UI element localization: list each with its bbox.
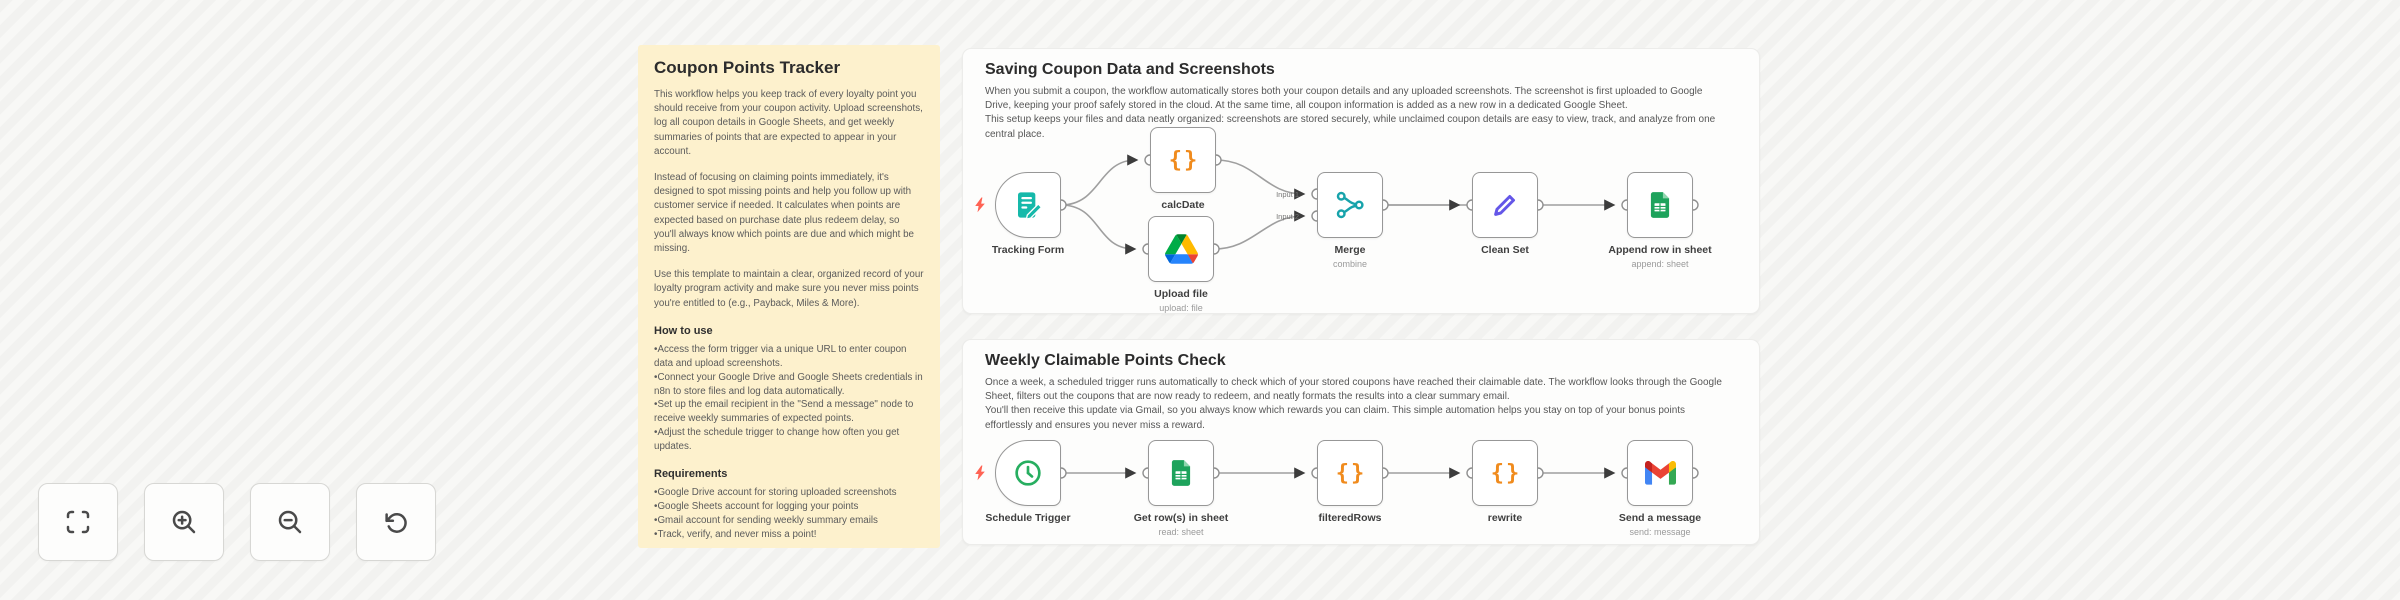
node-label: Clean Set xyxy=(1481,244,1529,256)
node-clean-set[interactable] xyxy=(1472,172,1538,256)
node-schedule-trigger[interactable] xyxy=(985,440,1071,524)
zoom-to-fit-icon xyxy=(63,507,93,537)
code-braces-icon: {} xyxy=(1335,460,1367,486)
node-subtitle: send: message xyxy=(1629,527,1691,537)
node-label: Schedule Trigger xyxy=(985,512,1071,524)
sticky-paragraph: Instead of focusing on claiming points immediately, it's designed to spot missing points and help you follow up with customer service if needed. It calculates when points are expected based on purchase date plus redeem delay, so you'll always know which points are due and which might be missing. xyxy=(654,172,914,255)
node-label: Tracking Form xyxy=(991,244,1065,256)
zoom-to-fit-button[interactable] xyxy=(38,483,118,561)
reset-zoom-button[interactable] xyxy=(356,483,436,561)
code-braces-icon: {} xyxy=(1490,460,1522,486)
zoom-out-icon xyxy=(275,507,305,537)
google-drive-icon xyxy=(1165,234,1198,264)
bullet-item: • Adjust the schedule trigger to change how often you get updates. xyxy=(654,426,924,454)
zoom-in-button[interactable] xyxy=(144,483,224,561)
section-title: Weekly Claimable Points Check xyxy=(985,352,1226,369)
clock-icon xyxy=(1012,457,1044,489)
node-append-row-in-sheet[interactable] xyxy=(1608,172,1712,269)
node-send-a-message[interactable] xyxy=(1618,440,1702,537)
node-merge[interactable] xyxy=(1317,172,1383,269)
canvas-controls xyxy=(38,483,436,561)
node-rewrite[interactable] xyxy=(1472,440,1538,524)
section-description: This setup keeps your files and data neatly organized: screenshots are stored securely, while unclaimed coupon details are easy to view, track, and analyze from one central place. xyxy=(985,114,1716,140)
sticky-title: Coupon Points Tracker xyxy=(654,58,841,77)
sticky-requirements-list xyxy=(654,486,924,542)
node-subtitle: upload: file xyxy=(1159,303,1203,313)
gmail-icon xyxy=(1645,461,1676,485)
node-subtitle: combine xyxy=(1332,259,1368,269)
node-tracking-form[interactable] xyxy=(991,172,1065,256)
trigger-bolt-icon xyxy=(972,197,988,213)
edit-pencil-icon xyxy=(1490,190,1520,220)
trigger-bolt-icon xyxy=(972,465,988,481)
section-description: You'll then receive this update via Gmail, so you always know which rewards you can claim. This simple automation helps you stay on top of your bonus points effortlessly and ensures you never miss a reward. xyxy=(985,405,1686,431)
node-label: Send a message xyxy=(1618,512,1702,524)
sticky-note[interactable] xyxy=(638,45,940,548)
bullet-item: • Connect your Google Drive and Google Sheets credentials in n8n to store files and log data automatically. xyxy=(654,371,924,399)
sticky-paragraph: Use this template to maintain a clear, organized record of your loyalty program activity and make sure you never miss points you're entitled to (e.g., Payback, Miles & More). xyxy=(654,269,924,309)
node-calcdate[interactable] xyxy=(1150,127,1216,211)
google-sheets-icon xyxy=(1167,458,1195,488)
sticky-paragraph: This workflow helps you keep track of every loyalty point you should receive from your coupon activity. Upload screenshots, log all coupon details in Google Sheets, and get weekly summaries of points that are expected to appear in your account. xyxy=(654,89,923,157)
node-label: Upload file xyxy=(1154,288,1208,300)
section-description: Once a week, a scheduled trigger runs automatically to check which of your stored coupons have reached their claimable date. The workflow looks through the Google Sheet, filters out the coupons that are now ready to redeem, and neatly formats the results into a clear summary email. xyxy=(985,377,1722,403)
node-label: calcDate xyxy=(1161,199,1205,211)
node-subtitle: append: sheet xyxy=(1631,259,1689,269)
node-get-rows-in-sheet[interactable] xyxy=(1133,440,1229,537)
node-filteredrows[interactable] xyxy=(1317,440,1383,524)
section-description: When you submit a coupon, the workflow automatically stores both your coupon details and any uploaded screenshots. The screenshot is first uploaded to Google Drive, keeping your proof safely stored in the cloud. At the same time, all coupon information is added as a new row in a dedicated Google Sheet. xyxy=(985,86,1703,112)
code-braces-icon: {} xyxy=(1168,147,1200,173)
zoom-out-button[interactable] xyxy=(250,483,330,561)
bullet-item: • Track, verify, and never miss a point! xyxy=(654,528,924,542)
zoom-in-icon xyxy=(169,507,199,537)
merge-input1-label: Input 1 xyxy=(1276,190,1299,199)
node-label: filteredRows xyxy=(1318,512,1382,524)
node-label: rewrite xyxy=(1487,512,1523,524)
bullet-item: • Access the form trigger via a unique URL to enter coupon data and upload screenshots. xyxy=(654,343,924,371)
sticky-how-to-use-list xyxy=(654,343,924,454)
form-icon xyxy=(1012,189,1044,221)
bullet-item: • Google Drive account for storing uploaded screenshots xyxy=(654,486,924,500)
sticky-how-to-use-heading: How to use xyxy=(654,324,713,337)
google-sheets-icon xyxy=(1646,190,1674,220)
merge-input2-label: Input 2 xyxy=(1276,212,1299,221)
node-label: Append row in sheet xyxy=(1608,244,1712,256)
merge-icon xyxy=(1335,190,1365,220)
node-label: Merge xyxy=(1334,244,1366,256)
node-upload-file[interactable] xyxy=(1148,216,1214,313)
bullet-item: • Google Sheets account for logging your points xyxy=(654,500,924,514)
bullet-item: • Gmail account for sending weekly summary emails xyxy=(654,514,924,528)
reset-zoom-icon xyxy=(381,507,411,537)
bullet-item: • Set up the email recipient in the "Send a message" node to receive weekly summaries of expected points. xyxy=(654,398,924,426)
node-subtitle: read: sheet xyxy=(1158,527,1204,537)
section-title: Saving Coupon Data and Screenshots xyxy=(985,61,1275,78)
sticky-requirements-heading: Requirements xyxy=(654,468,728,481)
node-label: Get row(s) in sheet xyxy=(1133,512,1229,524)
